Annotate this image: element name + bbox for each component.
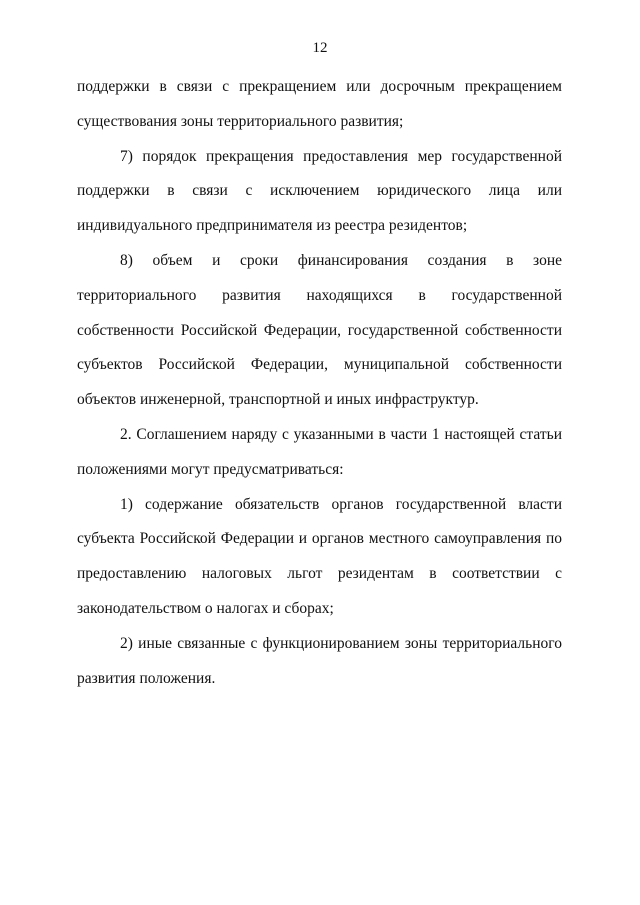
paragraph-section-2: 2. Соглашением наряду с указанными в части 1 настоящей статьи положениями могут предусматриваться: — [77, 425, 562, 478]
document-body — [77, 70, 562, 696]
paragraph-continuation: поддержки в связи с прекращением или досрочным прекращением существования зоны территориального развития; — [77, 78, 562, 130]
page-number: 12 — [312, 40, 328, 56]
paragraph-item-7: 7) порядок прекращения предоставления мер государственной поддержки в связи с исключением юридического лица или индивидуального предпринимателя из реестра резидентов; — [77, 147, 562, 235]
paragraph-subitem-2: 2) иные связанные с функционированием зоны территориального развития положения. — [77, 634, 562, 687]
paragraph-item-8: 8) объем и сроки финансирования создания в зоне территориального развития находящихся в государственной собственности Российской Федерации, государственной собственности субъектов Российской Федерации, муниципальной собственности объектов инженерной, транспортной и иных инфраструктур. — [77, 251, 562, 409]
paragraph-subitem-1: 1) содержание обязательств органов государственной власти субъекта Российской Федерации и органов местного самоуправления по предоставлению налоговых льгот резидентам в соответствии с законодательством о налогах и сборах; — [77, 495, 562, 617]
